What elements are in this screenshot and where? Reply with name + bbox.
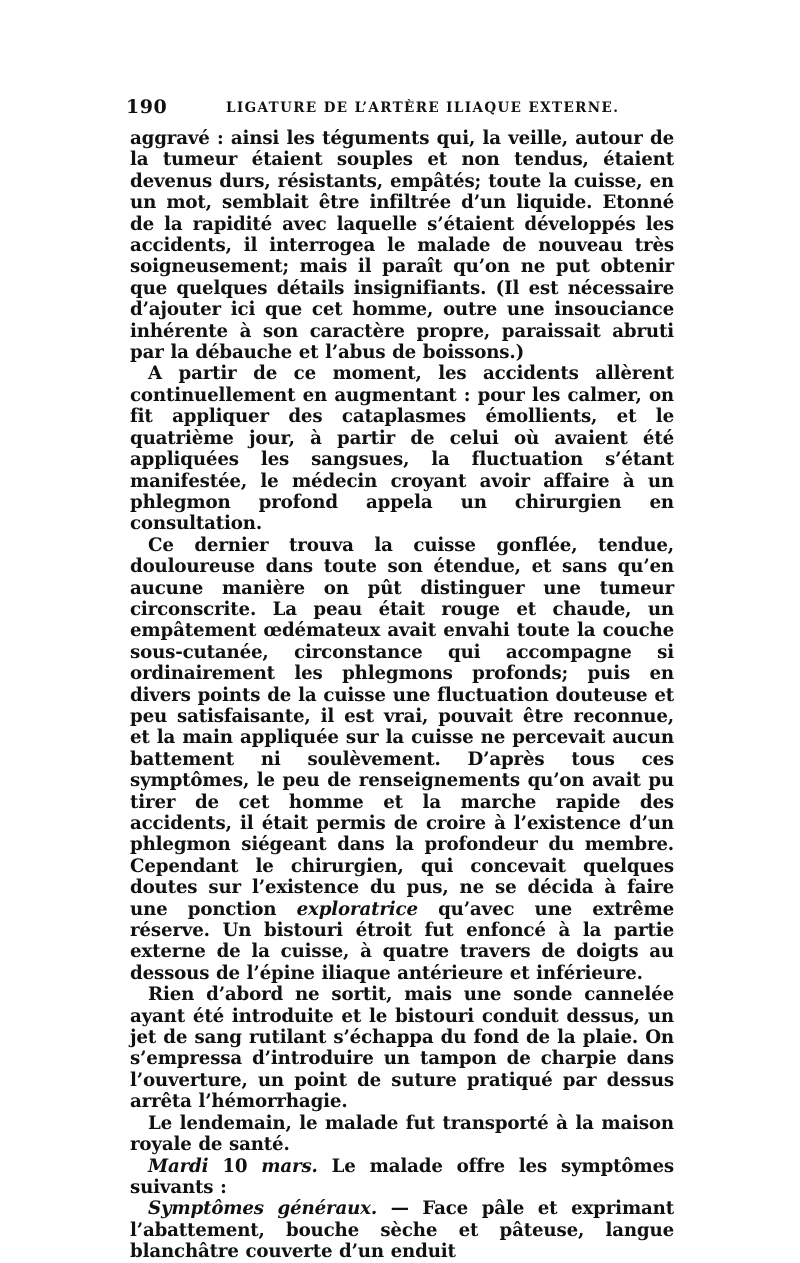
paragraph-3 xyxy=(130,535,674,985)
paragraph-text: Rien d’abord ne sortit, mais une sonde cannelée ayant été introduite et le bistouri conduit dessus, un jet de sang rutilant s’échappa du fond de la plaie. On s’empressa d’introduire un tampon de charpie dans l’ouverture, un point de suture pratiqué par dessus arrêta l’hémorrhagie. xyxy=(130,984,674,1113)
italic-term-exploratrice: exploratrice xyxy=(296,898,418,920)
paragraph-text: qu’avec une extrême réserve. Un bistouri étroit fut enfoncé à la partie externe de la cuisse, à quatre travers de doigts au dessous de l’épine iliaque antérieure et inférieure. xyxy=(130,898,674,984)
paragraph-1 xyxy=(130,128,674,363)
paragraph-2 xyxy=(130,363,674,534)
italic-day: Mardi xyxy=(148,1155,209,1177)
paragraph-4 xyxy=(130,984,674,1112)
paragraph-5 xyxy=(130,1113,674,1156)
paragraph-text: Le malade offre les symptômes suivants : xyxy=(130,1155,675,1198)
paragraph-text: A partir de ce moment, les accidents allèrent continuellement en augmentant : pour les calmer, on fit appliquer des cataplasmes émollients, et le quatrième jour, à partir de celui où avaient été appliquées les sangsues, la fluctuation s’étant manifestée, le médecin croyant avoir affaire à un phlegmon profond appela un chirurgien en consultation. xyxy=(130,363,674,535)
body-text xyxy=(130,128,674,1263)
page-header xyxy=(126,96,674,126)
paragraph-text: Le lendemain, le malade fut transporté à la maison royale de santé. xyxy=(130,1112,674,1156)
italic-month: mars. xyxy=(261,1155,318,1177)
running-title: LIGATURE DE L’ARTÈRE ILIAQUE EXTERNE. xyxy=(226,100,620,116)
paragraph-text: aggravé : ainsi les téguments qui, la veille, autour de la tumeur étaient souples et non tendus, étaient devenus durs, résistants, empâtés; toute la cuisse, en un mot, semblait être infiltrée d’un liquide. Etonné de la rapidité avec laquelle s’étaient développés les accidents, il interrogea le malade de nouveau très soigneusement; mais il paraît qu’on ne put obtenir que quelques détails insignifiants. (Il est nécessaire d’ajouter ici que cet homme, outre une insouciance inhérente à son caractère propre, paraissait abruti par la débauche et l’abus de boissons.) xyxy=(130,128,674,364)
date-number: 10 xyxy=(222,1155,248,1177)
page-number: 190 xyxy=(126,96,168,118)
section-heading-symptomes: Symptômes généraux. xyxy=(148,1198,378,1220)
paragraph-text: — Face pâle et exprimant l’abattement, bouche sèche et pâteuse, langue blanchâtre couverte d’un enduit xyxy=(130,1198,674,1263)
paragraph-7 xyxy=(130,1198,674,1262)
paragraph-6 xyxy=(130,1156,674,1199)
paragraph-text: Ce dernier trouva la cuisse gonflée, tendue, douloureuse dans toute son étendue, et sans qu’en aucune manière on pût distinguer une tumeur circonscrite. La peau était rouge et chaude, un empâtement œdémateux avait envahi toute la couche sous-cutanée, circonstance qui accompagne si ordinairement les phlegmons profonds; puis en divers points de la cuisse une fluctuation douteuse et peu satisfaisante, il est vrai, pouvait être reconnue, et la main appliquée sur la cuisse ne percevait aucun battement ni soulèvement. D’après tous ces symptômes, le peu de renseignements qu’on avait pu tirer de cet homme et la marche rapide des accidents, il était permis de croire à l’existence d’un phlegmon siégeant dans la profondeur du membre. Cependant le chirurgien, qui concevait quelques doutes sur l’existence du pus, ne se décida à faire une ponction xyxy=(130,534,674,920)
book-page xyxy=(126,96,675,1263)
